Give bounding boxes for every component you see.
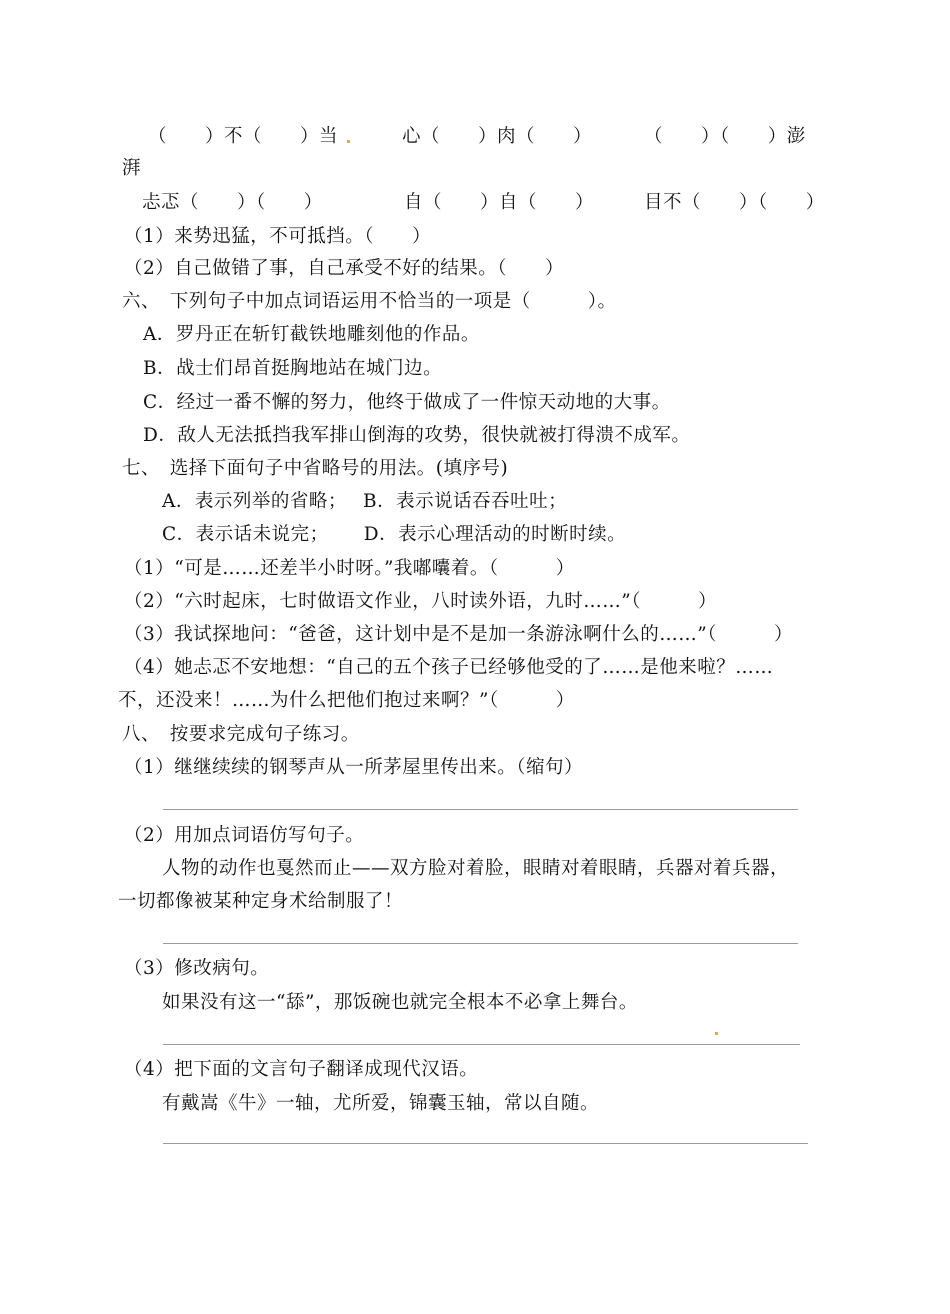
section-8-question-3: （3）修改病句。 xyxy=(124,958,270,979)
answer-line-3[interactable] xyxy=(163,1044,800,1045)
section-6-option-c: C．经过一番不懈的努力，他终于做成了一件惊天动地的大事。 xyxy=(143,392,671,413)
idiom-6: 目不（ ）（ ） xyxy=(644,192,825,213)
idiom-3: （ ）（ ）澎 xyxy=(644,126,806,147)
decorative-dot xyxy=(715,1032,718,1035)
section-8-question-2-text-2: 一切都像被某种定身术给制服了！ xyxy=(118,891,404,912)
idiom-2: 心（ ）肉（ ） xyxy=(402,126,593,147)
section-7-question-3: （3）我试探地问：“爸爸，这计划中是不是加一条游泳啊什么的……”（ ） xyxy=(124,624,793,645)
section-6-title: 六、 下列句子中加点词语运用不恰当的一项是（ ）。 xyxy=(122,291,617,312)
idiom-3-wrap: 湃 xyxy=(122,158,142,179)
section-6-option-a: A．罗丹正在斩钉截铁地雕刻他的作品。 xyxy=(143,324,480,345)
section-8-question-2-text-1: 人物的动作也戛然而止——双方脸对着脸，眼睛对着眼睛，兵器对着兵器， xyxy=(162,858,790,879)
answer-line-1[interactable] xyxy=(163,809,798,810)
section-7-choices-2: C．表示话未说完； D．表示心理活动的时断时续。 xyxy=(162,524,627,545)
section-8-question-3-text: 如果没有这一“舔”，那饭碗也就完全根本不必拿上舞台。 xyxy=(162,992,638,1013)
section-8-question-4: （4）把下面的文言句子翻译成现代汉语。 xyxy=(124,1059,479,1080)
section-6-option-b: B．战士们昂首挺胸地站在城门边。 xyxy=(143,358,443,379)
answer-line-2[interactable] xyxy=(163,943,798,944)
idiom-5: 自（ ）自（ ） xyxy=(404,192,595,213)
section-7-question-4-line-2: 不，还没来！……为什么把他们抱过来啊？”（ ） xyxy=(118,690,575,711)
section-7-question-4-line-1: （4）她忐忑不安地想：“自己的五个孩子已经够他受的了……是他来啦？…… xyxy=(124,657,774,678)
answer-line-4[interactable] xyxy=(163,1143,808,1144)
idiom-question-1: （1）来势迅猛，不可抵挡。（ ） xyxy=(124,226,432,247)
section-7-question-1: （1）“可是……还差半小时呀。”我嘟囔着。（ ） xyxy=(124,558,575,579)
section-8-question-2: （2）用加点词语仿写句子。 xyxy=(124,825,365,846)
section-6-option-d: D．敌人无法抵挡我军排山倒海的攻势，很快就被打得溃不成军。 xyxy=(143,425,691,446)
section-8-question-4-text: 有戴嵩《牛》一轴，尤所爱，锦囊玉轴，常以自随。 xyxy=(162,1093,600,1114)
decorative-dot xyxy=(347,140,350,143)
idiom-question-2: （2）自己做错了事，自己承受不好的结果。（ ） xyxy=(124,258,565,279)
section-7-title: 七、 选择下面句子中省略号的用法。(填序号) xyxy=(122,458,509,479)
idiom-4: 忐忑（ ）（ ） xyxy=(142,192,323,213)
section-7-question-2: （2）“六时起床，七时做语文作业，八时读外语，九时……”（ ） xyxy=(124,591,717,612)
idiom-1: （ ）不（ ）当 xyxy=(148,126,339,147)
section-7-choices-1: A．表示列举的省略； B．表示说话吞吞吐吐； xyxy=(162,491,568,512)
section-8-title: 八、 按要求完成句子练习。 xyxy=(122,724,360,745)
section-8-question-1: （1）继继续续的钢琴声从一所茅屋里传出来。（缩句） xyxy=(124,757,584,778)
